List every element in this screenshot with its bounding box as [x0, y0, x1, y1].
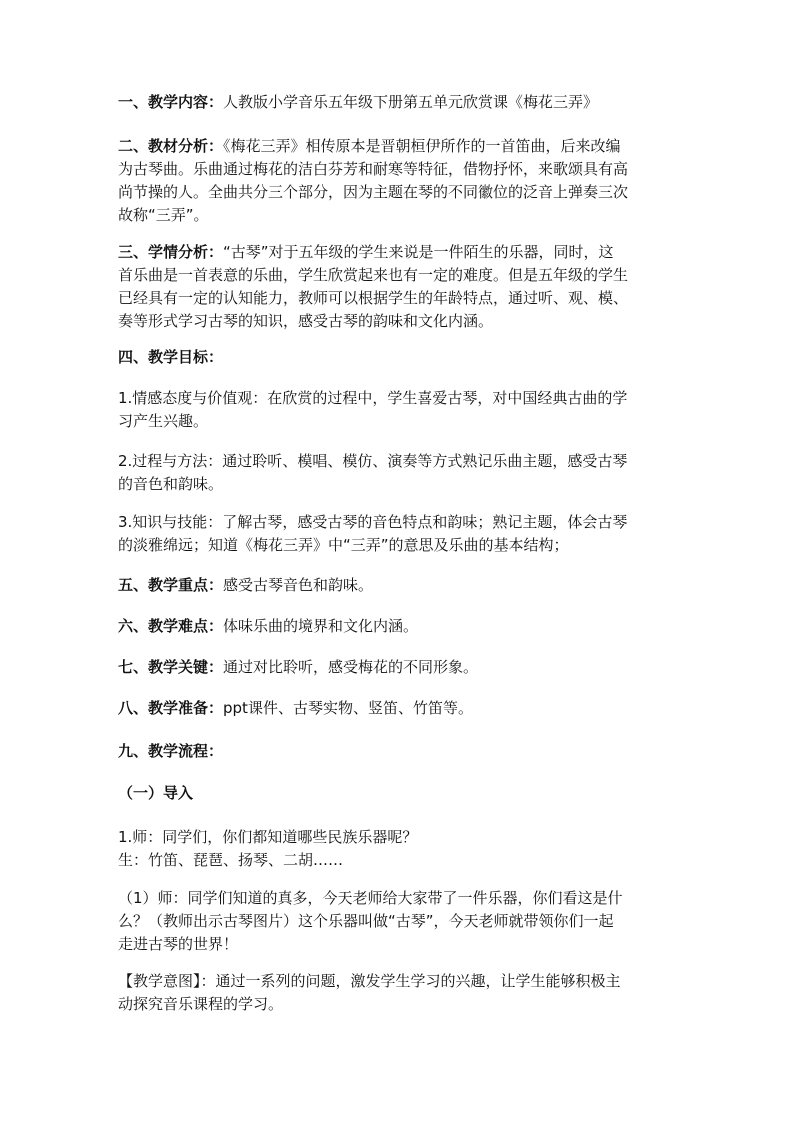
section-text: 人教版小学音乐五年级下册第五单元欣赏课《梅花三弄》	[223, 93, 599, 111]
text-line: 么？（教师出示古琴图片）这个乐器叫做“古琴”，今天老师就带领你们一起	[118, 912, 614, 930]
section-heading: 五、教学重点：	[118, 576, 224, 594]
goal-2	[118, 450, 678, 496]
section-heading: 九、教学流程：	[118, 742, 224, 760]
text-line: 走进古琴的世界！	[118, 935, 239, 953]
dialogue	[118, 826, 678, 872]
section-teaching-content	[118, 91, 678, 114]
section-preparation	[118, 697, 678, 720]
section-key-points	[118, 574, 678, 597]
text-line: 习产生兴趣。	[118, 412, 209, 430]
teaching-intent	[118, 970, 678, 1016]
text-line: 1.师：同学们，你们都知道哪些民族乐器呢？	[118, 828, 418, 846]
text-line: 已经具有一定的认知能力，教师可以根据学生的年龄特点，通过听、观、模、	[118, 289, 629, 307]
text-line: 尚节操的人。全曲共分三个部分，因为主题在琴的不同徽位的泛音上弹奏三次	[118, 183, 629, 201]
text-line: 《梅花三弄》相传原本是晋朝桓伊所作的一首笛曲，后来改编	[223, 137, 621, 155]
goal-3	[118, 511, 678, 557]
section-text: ppt课件、古琴实物、竖笛、竹笛等。	[223, 699, 473, 717]
section-material-analysis	[118, 135, 678, 227]
section-heading: 七、教学关键：	[118, 658, 224, 676]
section-heading: 六、教学难点：	[118, 617, 224, 635]
section-key	[118, 656, 678, 679]
section-teaching-goals	[118, 346, 678, 369]
paragraph-1	[118, 887, 678, 956]
section-heading: 二、教材分析：	[118, 137, 224, 155]
section-difficulties	[118, 615, 678, 638]
goal-1	[118, 387, 678, 433]
section-heading: 一、教学内容：	[118, 93, 224, 111]
subsection-heading: （一）导入	[118, 784, 194, 802]
text-line: 生：竹笛、琵琶、扬琴、二胡……	[118, 851, 344, 869]
text-line: 2.过程与方法：通过聆听、模唱、模仿、演奏等方式熟记乐曲主题，感受古琴	[118, 452, 628, 470]
text-line: 【教学意图】：通过一系列的问题，激发学生学习的兴趣，让学生能够积极主	[118, 972, 621, 990]
text-line: 1.情感态度与价值观：在欣赏的过程中，学生喜爱古琴，对中国经典古曲的学	[118, 389, 628, 407]
section-heading: 四、教学目标：	[118, 348, 224, 366]
text-line: 动探究音乐课程的学习。	[118, 995, 284, 1013]
section-text: 通过对比聆听，感受梅花的不同形象。	[223, 658, 479, 676]
text-line: 为古琴曲。乐曲通过梅花的洁白芬芳和耐寒等特征，借物抒怀，来歌颂具有高	[118, 160, 629, 178]
text-line: 的淡雅绵远；知道《梅花三弄》中“三弄”的意思及乐曲的基本结构；	[118, 536, 569, 554]
text-line: 的音色和韵味。	[118, 475, 224, 493]
section-heading: 八、教学准备：	[118, 699, 224, 717]
section-text: 体味乐曲的境界和文化内涵。	[223, 617, 419, 635]
section-heading: 三、学情分析：	[118, 243, 224, 261]
text-line: 3.知识与技能：了解古琴，感受古琴的音色特点和韵味；熟记主题，体会古琴	[118, 513, 628, 531]
section-text: 感受古琴音色和韵味。	[223, 576, 374, 594]
subsection-intro	[118, 782, 678, 805]
text-line: （1）师：同学们知道的真多，今天老师给大家带了一件乐器，你们看这是什	[118, 889, 623, 907]
section-teaching-process	[118, 740, 678, 763]
section-student-analysis	[118, 241, 678, 333]
text-line: 奏等形式学习古琴的知识，感受古琴的韵味和文化内涵。	[118, 312, 494, 330]
text-line: 故称“三弄”。	[118, 206, 209, 224]
text-line: “古琴”对于五年级的学生来说是一件陌生的乐器，同时，这	[223, 243, 614, 261]
text-line: 首乐曲是一首表意的乐曲，学生欣赏起来也有一定的难度。但是五年级的学生	[118, 266, 629, 284]
